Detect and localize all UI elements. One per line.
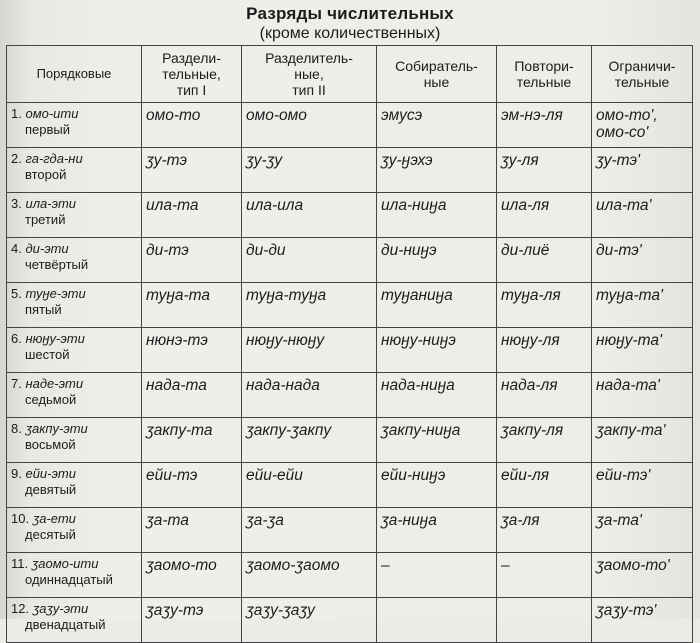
ordinal-word: наде-эти: [25, 376, 84, 391]
ordinal-gloss: десятый: [25, 527, 76, 542]
numeral-form: ʒаомо-то: [146, 557, 217, 574]
ordinal-line: [11, 421, 137, 437]
numeral-form: нада-та': [596, 377, 660, 394]
numeral-form: ила-ниӈа: [381, 197, 447, 214]
row-number: 6.: [11, 331, 22, 346]
header-distributive-1-text: Раздели- тельные, тип I: [162, 50, 221, 98]
numeral-form-cell: [592, 328, 693, 373]
numeral-form: туӈа-ля: [501, 287, 561, 304]
numeral-form-cell: [377, 553, 497, 598]
numeral-form-cell: [592, 193, 693, 238]
numeral-form: омо-то: [146, 107, 201, 124]
numeral-form: нада-та: [146, 377, 207, 394]
ordinal-cell: [7, 418, 142, 463]
numeral-form-cell: [497, 328, 592, 373]
numeral-form-cell: [242, 418, 377, 463]
header-distributive-2-text: Разделитель- ные, тип II: [265, 50, 353, 98]
numeral-form: нюӈу-ниӈэ: [381, 332, 456, 349]
numeral-form: ʒакпу-та: [146, 422, 213, 439]
table-row: [7, 148, 693, 193]
header-collective-text: Собиратель- ные: [395, 58, 478, 90]
numeral-form-cell: [377, 463, 497, 508]
numeral-form: –: [381, 557, 390, 574]
numeral-form: ʒаʒу-тэ: [146, 602, 204, 619]
numeral-form: ила-та': [596, 197, 652, 214]
numeral-form: ʒу-ӈэхэ: [381, 152, 433, 169]
table-row: [7, 418, 693, 463]
numeral-form-cell: [592, 598, 693, 643]
row-number: 8.: [11, 421, 22, 436]
ordinal-cell: [7, 283, 142, 328]
numeral-form-cell: [242, 328, 377, 373]
header-restrictive-text: Ограничи- тельные: [608, 58, 676, 90]
numeral-form-cell: [592, 283, 693, 328]
numeral-form: эм-нэ-ля: [501, 107, 563, 124]
numeral-form: туӈа-туӈа: [246, 287, 327, 304]
numeral-form-cell: [377, 283, 497, 328]
ordinal-gloss: двенадцатый: [25, 617, 106, 632]
numeral-form-cell: [142, 463, 242, 508]
numeral-form: ила-ила: [246, 197, 304, 214]
numeral-form: ʒа-та': [596, 512, 642, 529]
numeral-form-cell: [592, 463, 693, 508]
numeral-form-cell: [497, 193, 592, 238]
numeral-form-cell: [142, 193, 242, 238]
numeral-form: ʒаʒу-тэ': [596, 602, 657, 619]
numeral-form: нюӈу-та': [596, 332, 662, 349]
header-collective: [377, 46, 497, 103]
ordinal-word: ила-эти: [25, 196, 77, 211]
numeral-form-cell: [142, 103, 242, 148]
ordinal-cell: [7, 553, 142, 598]
numeral-form: ʒакпу-ʒакпу: [246, 422, 332, 439]
ordinal-cell: [7, 148, 142, 193]
ordinal-word: туӈе-эти: [25, 286, 86, 301]
numeral-form: ейи-тэ': [596, 467, 651, 484]
numeral-form: нюӈу-нюӈу: [246, 332, 325, 349]
numeral-form: ʒа-ниӈа: [381, 512, 437, 529]
numeral-form: нюнэ-тэ: [146, 332, 208, 349]
ordinal-word: ʒаʒу-эти: [32, 601, 89, 616]
numeral-form: ʒу-тэ: [146, 152, 188, 169]
ordinal-cell: [7, 463, 142, 508]
numeral-form: туӈаниӈа: [381, 287, 453, 304]
numeral-form: ейи-тэ: [146, 467, 198, 484]
numeral-form-cell: [592, 508, 693, 553]
numeral-form-cell: [377, 418, 497, 463]
numeral-form-cell: [142, 508, 242, 553]
ordinal-gloss: третий: [25, 212, 66, 227]
numeral-form-cell: [497, 598, 592, 643]
numeral-form-cell: [242, 238, 377, 283]
numeral-form: ʒа-ля: [501, 512, 540, 529]
numeral-form-cell: [592, 373, 693, 418]
numeral-form: туӈа-та': [596, 287, 663, 304]
numeral-form: ʒакпу-ниӈа: [381, 422, 461, 439]
numeral-form-cell: [377, 328, 497, 373]
ordinal-cell: [7, 598, 142, 643]
numeral-form: –: [501, 557, 510, 574]
header-iterative-text: Повтори- тельные: [514, 58, 574, 90]
numeral-form-cell: [497, 148, 592, 193]
numeral-form-cell: [592, 238, 693, 283]
numeral-form: ди-лиё: [501, 242, 550, 259]
numeral-form-cell: [242, 373, 377, 418]
row-number: 7.: [11, 376, 22, 391]
row-number: 10.: [11, 511, 30, 526]
numeral-form: нада-ля: [501, 377, 558, 394]
row-number: 4.: [11, 241, 22, 256]
numeral-form-cell: [142, 238, 242, 283]
numeral-form: нада-ниӈа: [381, 377, 455, 394]
numeral-form-cell: [242, 193, 377, 238]
ordinal-word: ʒакпу-эти: [25, 421, 88, 436]
ordinal-line: [11, 241, 137, 257]
numeral-form-cell: [242, 103, 377, 148]
numeral-form: ди-ниӈэ: [381, 242, 437, 259]
ordinal-gloss: одиннадцатый: [25, 572, 113, 587]
ordinal-cell: [7, 193, 142, 238]
numeral-form: омо-то', омо-со': [596, 107, 658, 141]
page-title: Разряды числительных: [246, 4, 454, 23]
numeral-form-cell: [377, 508, 497, 553]
ordinal-word: га-гда-ни: [25, 151, 83, 166]
row-number: 1.: [11, 106, 22, 121]
numeral-form-cell: [242, 463, 377, 508]
ordinal-line: [11, 601, 137, 617]
numeral-form-cell: [592, 103, 693, 148]
numeral-form-cell: [142, 418, 242, 463]
row-number: 12.: [11, 601, 30, 616]
ordinal-cell: [7, 373, 142, 418]
ordinal-line: [11, 556, 137, 572]
table-row: [7, 103, 693, 148]
table-row: [7, 463, 693, 508]
ordinal-word: ди-эти: [25, 241, 69, 256]
numeral-form: ʒакпу-та': [596, 422, 666, 439]
ordinal-cell: [7, 103, 142, 148]
ordinal-gloss: первый: [25, 122, 71, 137]
ordinal-gloss: седьмой: [25, 392, 77, 407]
ordinal-line: [11, 286, 137, 302]
numeral-form-cell: [497, 283, 592, 328]
numeral-form-cell: [377, 103, 497, 148]
table-row: [7, 283, 693, 328]
ordinal-word: нюӈу-эти: [25, 331, 85, 346]
ordinal-gloss: девятый: [25, 482, 77, 497]
row-number: 5.: [11, 286, 22, 301]
numeral-form: ейи-ейи: [246, 467, 303, 484]
ordinal-word: ʒаомо-ити: [31, 556, 99, 571]
table-row: [7, 238, 693, 283]
numeral-form-cell: [592, 553, 693, 598]
numeral-form-cell: [142, 553, 242, 598]
numeral-form: ʒу-ля: [501, 152, 539, 169]
numeral-form: ейи-ниӈэ: [381, 467, 446, 484]
heading: [0, 4, 700, 43]
numeral-form-cell: [377, 373, 497, 418]
numeral-form: ейи-ля: [501, 467, 550, 484]
numeral-form-cell: [592, 148, 693, 193]
header-distributive-1: [142, 46, 242, 103]
numeral-form-cell: [497, 373, 592, 418]
numeral-form-cell: [142, 148, 242, 193]
ordinal-cell: [7, 508, 142, 553]
ordinal-gloss: восьмой: [25, 437, 76, 452]
numeral-form-cell: [497, 553, 592, 598]
numeral-form-cell: [377, 148, 497, 193]
header-restrictive: [592, 46, 693, 103]
numeral-form-cell: [497, 463, 592, 508]
numeral-form: ʒаомо-ʒаомо: [246, 557, 340, 574]
numeral-form-cell: [377, 238, 497, 283]
ordinal-line: [11, 196, 137, 212]
numeral-form-cell: [142, 283, 242, 328]
numeral-form-cell: [242, 598, 377, 643]
page-subtitle: (кроме количественных): [259, 25, 441, 42]
header-ordinal-text: Порядковые: [36, 66, 112, 81]
table-row: [7, 508, 693, 553]
row-number: 9.: [11, 466, 22, 481]
table-row: [7, 373, 693, 418]
header-row: [7, 46, 693, 103]
numeral-form: ди-ди: [246, 242, 286, 259]
ordinal-line: [11, 106, 137, 122]
numeral-form-cell: [242, 283, 377, 328]
numeral-form-cell: [142, 328, 242, 373]
ordinal-cell: [7, 238, 142, 283]
numeral-form: ʒаʒу-ʒаʒу: [246, 602, 315, 619]
table-row: [7, 328, 693, 373]
header-ordinal: [7, 46, 142, 103]
numeral-form-cell: [497, 238, 592, 283]
numeral-form: туӈа-та: [146, 287, 210, 304]
numeral-form: ди-тэ: [146, 242, 189, 259]
numeral-form-cell: [377, 193, 497, 238]
ordinal-gloss: пятый: [25, 302, 62, 317]
ordinal-line: [11, 151, 137, 167]
numeral-form: ʒа-ʒа: [246, 512, 284, 529]
numeral-form-cell: [377, 598, 497, 643]
numeral-form-cell: [497, 418, 592, 463]
numeral-form: ʒа-та: [146, 512, 189, 529]
numerals-table: [6, 45, 693, 643]
ordinal-word: ʒа-ети: [32, 511, 76, 526]
ordinal-gloss: второй: [25, 167, 67, 182]
numeral-form: нада-нада: [246, 377, 320, 394]
row-number: 2.: [11, 151, 22, 166]
numeral-form: ʒу-ʒу: [246, 152, 283, 169]
ordinal-gloss: шестой: [25, 347, 70, 362]
numeral-form: нюӈу-ля: [501, 332, 560, 349]
numeral-form: ʒаомо-то': [596, 557, 670, 574]
numeral-form: омо-омо: [246, 107, 307, 124]
row-number: 11.: [11, 556, 29, 571]
table-row: [7, 598, 693, 643]
ordinal-word: ейи-эти: [25, 466, 76, 481]
ordinal-line: [11, 511, 137, 527]
ordinal-word: омо-ити: [25, 106, 79, 121]
table-row: [7, 193, 693, 238]
numeral-form-cell: [142, 598, 242, 643]
numeral-form: эмусэ: [381, 107, 423, 124]
header-distributive-2: [242, 46, 377, 103]
numeral-form: ди-тэ': [596, 242, 642, 259]
ordinal-line: [11, 376, 137, 392]
numeral-form-cell: [242, 553, 377, 598]
numeral-form: ила-та: [146, 197, 199, 214]
numeral-form-cell: [242, 508, 377, 553]
ordinal-cell: [7, 328, 142, 373]
table-row: [7, 553, 693, 598]
numeral-form-cell: [497, 103, 592, 148]
numeral-form-cell: [592, 418, 693, 463]
numeral-form: ила-ля: [501, 197, 550, 214]
ordinal-gloss: четвёртый: [25, 257, 89, 272]
numeral-form-cell: [142, 373, 242, 418]
numeral-form-cell: [242, 148, 377, 193]
numeral-form: ʒакпу-ля: [501, 422, 564, 439]
row-number: 3.: [11, 196, 22, 211]
numeral-form-cell: [497, 508, 592, 553]
header-iterative: [497, 46, 592, 103]
ordinal-line: [11, 331, 137, 347]
ordinal-line: [11, 466, 137, 482]
numeral-form: ʒу-тэ': [596, 152, 640, 169]
table-body: [7, 103, 693, 643]
